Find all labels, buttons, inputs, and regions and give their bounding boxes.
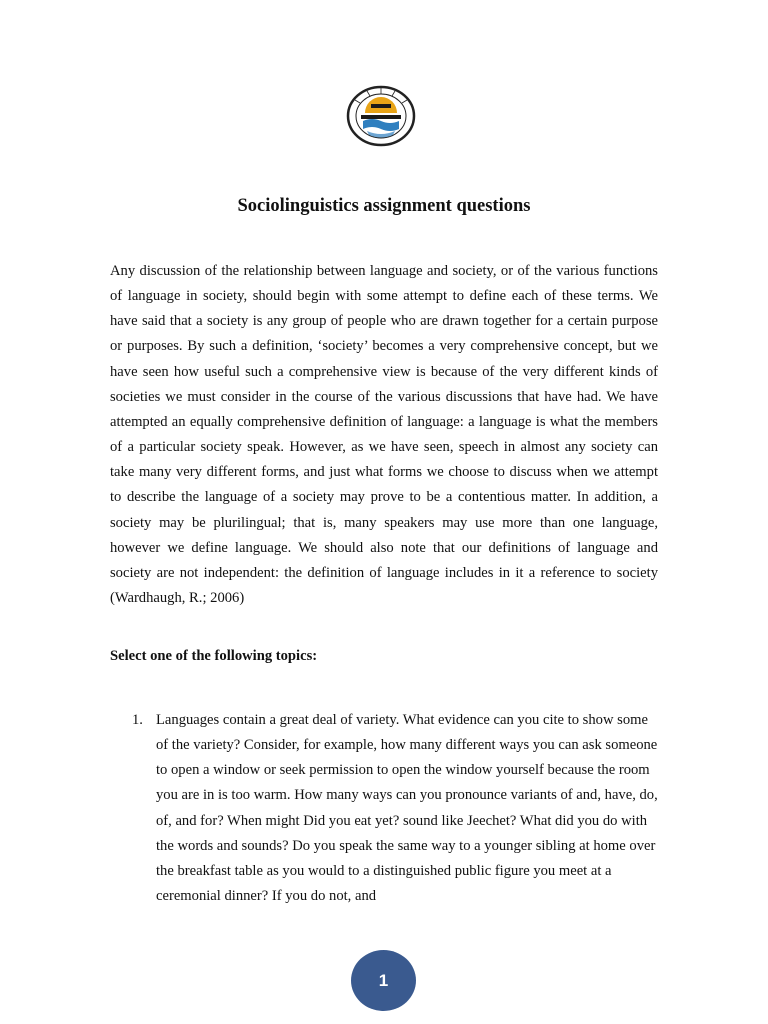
list-item [110, 708, 658, 909]
topic-text: Languages contain a great deal of variety. What evidence can you cite to show some of the variety? Consider, for example, how many different ways you can ask someone to open a window or seek permission to open the window yourself because the room you are in is too warm. How many ways can you pronounce variants of and, have, do, of, and for? When might Did you eat yet? sound like Jeechet? What did you do with the words and sounds? Do you speak the same way to a younger sibling at home over the breakfast table as you would to a distinguished public figure you meet at a ceremonial dinner? If you do not, and [156, 712, 658, 905]
topic-number: 1. [132, 712, 143, 728]
page-number-badge: 1 [351, 950, 416, 1011]
university-crest-logo [345, 85, 417, 147]
intro-paragraph: Any discussion of the relationship between language and society, or of the various functions of language in society, should begin with some attempt to define each of these terms. We have said that a society is any group of people who are drawn together for a certain purpose or purposes. By such a definition, ‘society’ becomes a very comprehensive concept, but we have seen how useful such a comprehensive view is because of the very different kinds of societies we must consider in the course of the various discussions that have had. We have attempted an equally comprehensive definition of language: a language is what the members of a particular society speak. However, as we have seen, speech in almost any society can take many very different forms, and just what forms we choose to discuss when we attempt to describe the language of a society may prove to be a contentious matter. In addition, a society may be plurilingual; that is, many speakers may use more than one language, however we define language. We should also note that our definitions of language and society are not independent: the definition of language includes in it a reference to society (Wardhaugh, R.; 2006) [110, 263, 658, 607]
topics-list [110, 708, 658, 909]
select-topics-heading: Select one of the following topics: [110, 648, 318, 664]
document-title: Sociolinguistics assignment questions [237, 196, 531, 216]
